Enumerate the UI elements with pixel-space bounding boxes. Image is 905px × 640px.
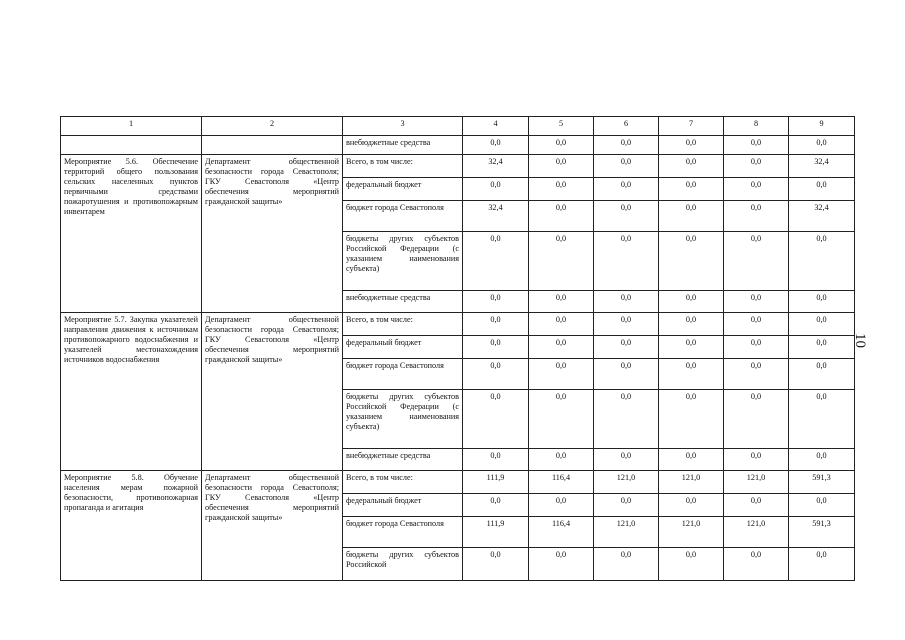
- category-cell: Всего, в том числе:: [343, 313, 463, 336]
- measure-cell: [61, 136, 202, 155]
- value-cell: 0,0: [789, 449, 855, 471]
- value-cell: 0,0: [789, 136, 855, 155]
- measure-title: Мероприятие 5.7. Закупка указателей направления движения к источникам противопожарного водоснабжения и указателей местонахождения источников водоснабжения: [61, 313, 202, 471]
- value-cell: 0,0: [724, 178, 789, 201]
- value-cell: 0,0: [594, 390, 659, 449]
- value-cell: 0,0: [594, 232, 659, 291]
- value-cell: 0,0: [724, 449, 789, 471]
- value-cell: 0,0: [594, 548, 659, 581]
- category-cell: внебюджетные средства: [343, 291, 463, 313]
- executor-text: Департамент общественной безопасности города Севастополя; ГКУ Севастополя «Центр обеспечения мероприятий гражданской защиты»: [202, 313, 343, 471]
- value-cell: 121,0: [594, 517, 659, 548]
- category-cell: федеральный бюджет: [343, 336, 463, 359]
- value-cell: 0,0: [463, 548, 529, 581]
- value-cell: 0,0: [724, 201, 789, 232]
- value-cell: 0,0: [724, 155, 789, 178]
- executor-text: Департамент общественной безопасности города Севастополя; ГКУ Севастополя «Центр обеспечения мероприятий гражданской защиты»: [202, 471, 343, 581]
- column-header: 1: [61, 117, 202, 136]
- measure-title: Мероприятие 5.6. Обеспечение территорий общего пользования сельских населенных пунктов первичными средствами пожаротушения и противопожарным инвентарем: [61, 155, 202, 313]
- value-cell: 0,0: [724, 548, 789, 581]
- value-cell: 0,0: [659, 313, 724, 336]
- table-row: [61, 136, 855, 155]
- value-cell: 0,0: [594, 136, 659, 155]
- value-cell: 0,0: [659, 359, 724, 390]
- value-cell: 0,0: [789, 313, 855, 336]
- value-cell: 121,0: [659, 471, 724, 494]
- value-cell: 0,0: [659, 201, 724, 232]
- value-cell: 0,0: [463, 291, 529, 313]
- value-cell: 0,0: [659, 155, 724, 178]
- value-cell: 0,0: [529, 155, 594, 178]
- value-cell: 0,0: [594, 313, 659, 336]
- value-cell: 0,0: [659, 136, 724, 155]
- value-cell: 121,0: [594, 471, 659, 494]
- value-cell: 0,0: [529, 313, 594, 336]
- value-cell: 0,0: [789, 178, 855, 201]
- value-cell: 121,0: [724, 517, 789, 548]
- value-cell: 0,0: [463, 390, 529, 449]
- value-cell: 0,0: [463, 313, 529, 336]
- category-cell: бюджет города Севастополя: [343, 359, 463, 390]
- value-cell: 0,0: [724, 494, 789, 517]
- table-row: [61, 313, 855, 336]
- category-cell: внебюджетные средства: [343, 449, 463, 471]
- value-cell: 0,0: [594, 336, 659, 359]
- value-cell: 0,0: [529, 291, 594, 313]
- column-header: 6: [594, 117, 659, 136]
- value-cell: 0,0: [789, 291, 855, 313]
- category-cell: бюджеты других субъектов Российской Федерации (с указанием наименования субъекта): [343, 232, 463, 291]
- value-cell: 0,0: [463, 136, 529, 155]
- value-cell: 0,0: [463, 336, 529, 359]
- page-number: 10: [852, 333, 868, 348]
- value-cell: 0,0: [463, 359, 529, 390]
- value-cell: 0,0: [659, 178, 724, 201]
- value-cell: 0,0: [724, 359, 789, 390]
- category-cell: бюджеты других субъектов Российской Федерации (с указанием наименования субъекта): [343, 390, 463, 449]
- table-row: [61, 471, 855, 494]
- value-cell: 0,0: [529, 201, 594, 232]
- value-cell: 0,0: [724, 136, 789, 155]
- category-cell: федеральный бюджет: [343, 178, 463, 201]
- value-cell: 591,3: [789, 471, 855, 494]
- value-cell: 0,0: [724, 291, 789, 313]
- column-header: 2: [202, 117, 343, 136]
- category-cell: бюджет города Севастополя: [343, 517, 463, 548]
- column-header: 5: [529, 117, 594, 136]
- value-cell: 116,4: [529, 471, 594, 494]
- value-cell: 0,0: [529, 136, 594, 155]
- table-row: [61, 155, 855, 178]
- value-cell: 32,4: [463, 201, 529, 232]
- value-cell: 111,9: [463, 517, 529, 548]
- value-cell: 32,4: [463, 155, 529, 178]
- value-cell: 0,0: [789, 494, 855, 517]
- column-header: 7: [659, 117, 724, 136]
- value-cell: 111,9: [463, 471, 529, 494]
- value-cell: 0,0: [594, 449, 659, 471]
- value-cell: 0,0: [463, 178, 529, 201]
- value-cell: 0,0: [594, 359, 659, 390]
- column-header: 9: [789, 117, 855, 136]
- executor-text: Департамент общественной безопасности города Севастополя; ГКУ Севастополя «Центр обеспечения мероприятий гражданской защиты»: [202, 155, 343, 313]
- value-cell: 0,0: [594, 178, 659, 201]
- category-cell: Всего, в том числе:: [343, 471, 463, 494]
- value-cell: 0,0: [529, 390, 594, 449]
- value-cell: 0,0: [789, 232, 855, 291]
- category-cell: бюджет города Севастополя: [343, 201, 463, 232]
- value-cell: 0,0: [529, 336, 594, 359]
- value-cell: 591,3: [789, 517, 855, 548]
- column-header: 8: [724, 117, 789, 136]
- executor-cell: [202, 136, 343, 155]
- value-cell: 0,0: [659, 449, 724, 471]
- value-cell: 0,0: [724, 313, 789, 336]
- value-cell: 0,0: [724, 336, 789, 359]
- value-cell: 121,0: [659, 517, 724, 548]
- value-cell: 0,0: [529, 494, 594, 517]
- value-cell: 0,0: [529, 178, 594, 201]
- value-cell: 32,4: [789, 155, 855, 178]
- value-cell: 0,0: [724, 390, 789, 449]
- value-cell: 0,0: [789, 548, 855, 581]
- value-cell: 116,4: [529, 517, 594, 548]
- value-cell: 0,0: [463, 449, 529, 471]
- category-cell: Всего, в том числе:: [343, 155, 463, 178]
- value-cell: 0,0: [724, 232, 789, 291]
- value-cell: 0,0: [594, 155, 659, 178]
- value-cell: 0,0: [463, 494, 529, 517]
- value-cell: 0,0: [659, 336, 724, 359]
- category-cell: федеральный бюджет: [343, 494, 463, 517]
- value-cell: 0,0: [529, 449, 594, 471]
- value-cell: 0,0: [789, 359, 855, 390]
- value-cell: 0,0: [659, 548, 724, 581]
- column-header: 4: [463, 117, 529, 136]
- value-cell: 0,0: [659, 494, 724, 517]
- measure-title: Мероприятие 5.8. Обучение населения мерам пожарной безопасности, противопожарная пропаганда и агитация: [61, 471, 202, 581]
- category-cell: бюджеты других субъектов Российской: [343, 548, 463, 581]
- value-cell: 0,0: [529, 359, 594, 390]
- value-cell: 0,0: [529, 232, 594, 291]
- value-cell: 32,4: [789, 201, 855, 232]
- value-cell: 0,0: [594, 201, 659, 232]
- value-cell: 121,0: [724, 471, 789, 494]
- category-cell: внебюджетные средства: [343, 136, 463, 155]
- budget-table: [60, 116, 855, 581]
- value-cell: 0,0: [659, 390, 724, 449]
- value-cell: 0,0: [659, 291, 724, 313]
- value-cell: 0,0: [789, 390, 855, 449]
- column-header: 3: [343, 117, 463, 136]
- value-cell: 0,0: [594, 291, 659, 313]
- value-cell: 0,0: [659, 232, 724, 291]
- value-cell: 0,0: [529, 548, 594, 581]
- header-row: [61, 117, 855, 136]
- value-cell: 0,0: [594, 494, 659, 517]
- value-cell: 0,0: [463, 232, 529, 291]
- value-cell: 0,0: [789, 336, 855, 359]
